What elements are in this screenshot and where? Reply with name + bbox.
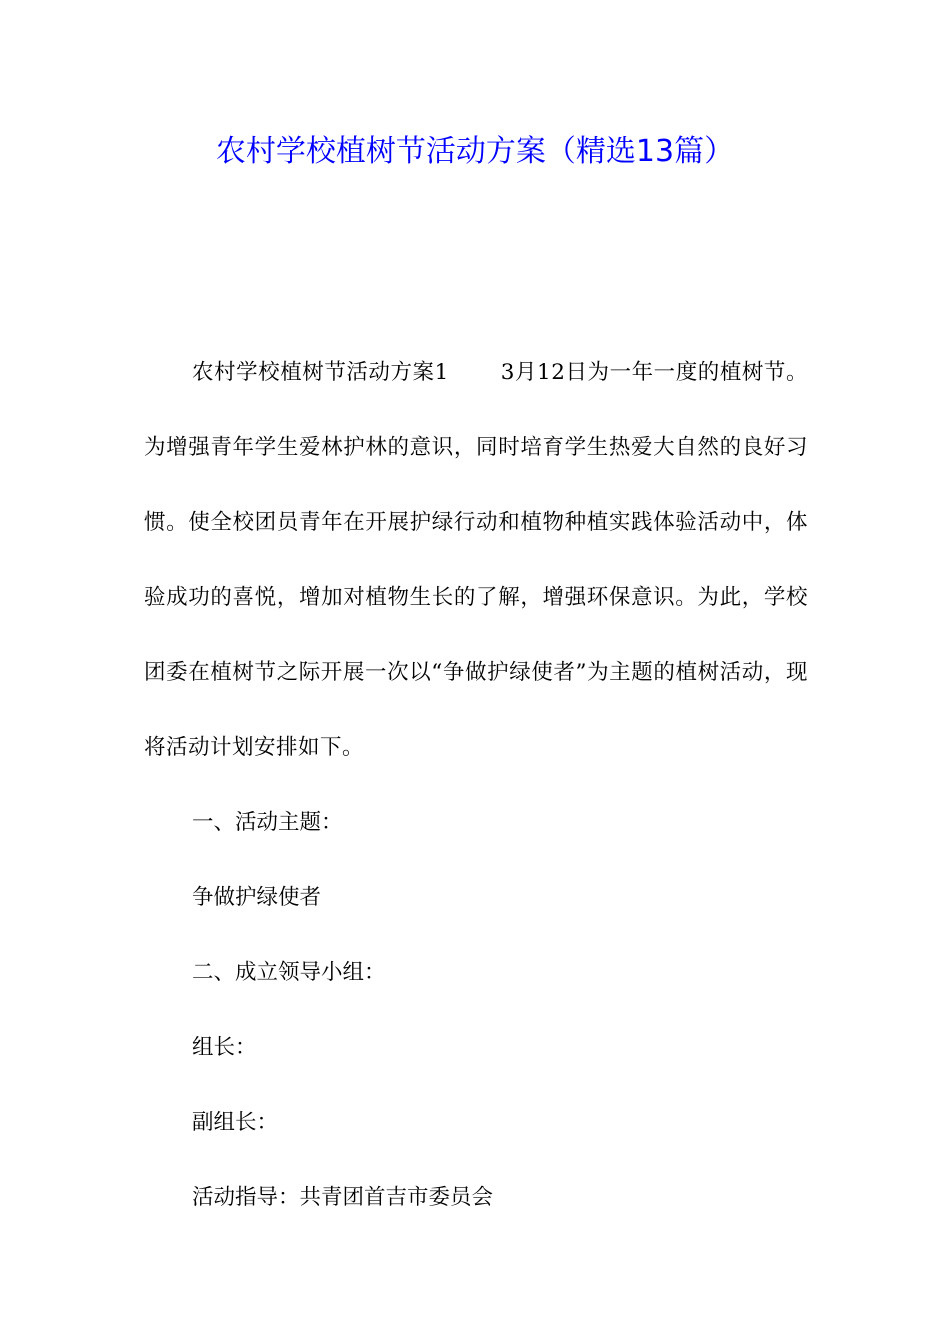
document-body <box>144 335 808 1235</box>
intro-text: 3月12日为一年一度的植树节。为增强青年学生爱林护林的意识，同时培育学生热爱大自然的良好习惯。使全校团员青年在开展护绿行动和植物种植实践体验活动中，体验成功的喜悦，增加对植物生长的了解，增强环保意识。为此，学校团委在植树节之际开展一次以“争做护绿使者”为主题的植树活动，现将活动计划安排如下。 <box>144 360 808 760</box>
section-line: 活动指导：共青团首吉市委员会 <box>192 1185 494 1210</box>
section-line: 副组长： <box>192 1110 279 1135</box>
document-title: 农村学校植树节活动方案（精选13篇） <box>215 134 735 169</box>
section-line: 组长： <box>192 1035 257 1060</box>
section-line: 二、成立领导小组： <box>192 960 386 985</box>
section-line: 一、活动主题： <box>192 810 343 835</box>
intro-heading: 农村学校植树节活动方案1 <box>192 360 449 385</box>
section-line: 争做护绿使者 <box>192 885 322 910</box>
intro-paragraph <box>144 335 808 785</box>
